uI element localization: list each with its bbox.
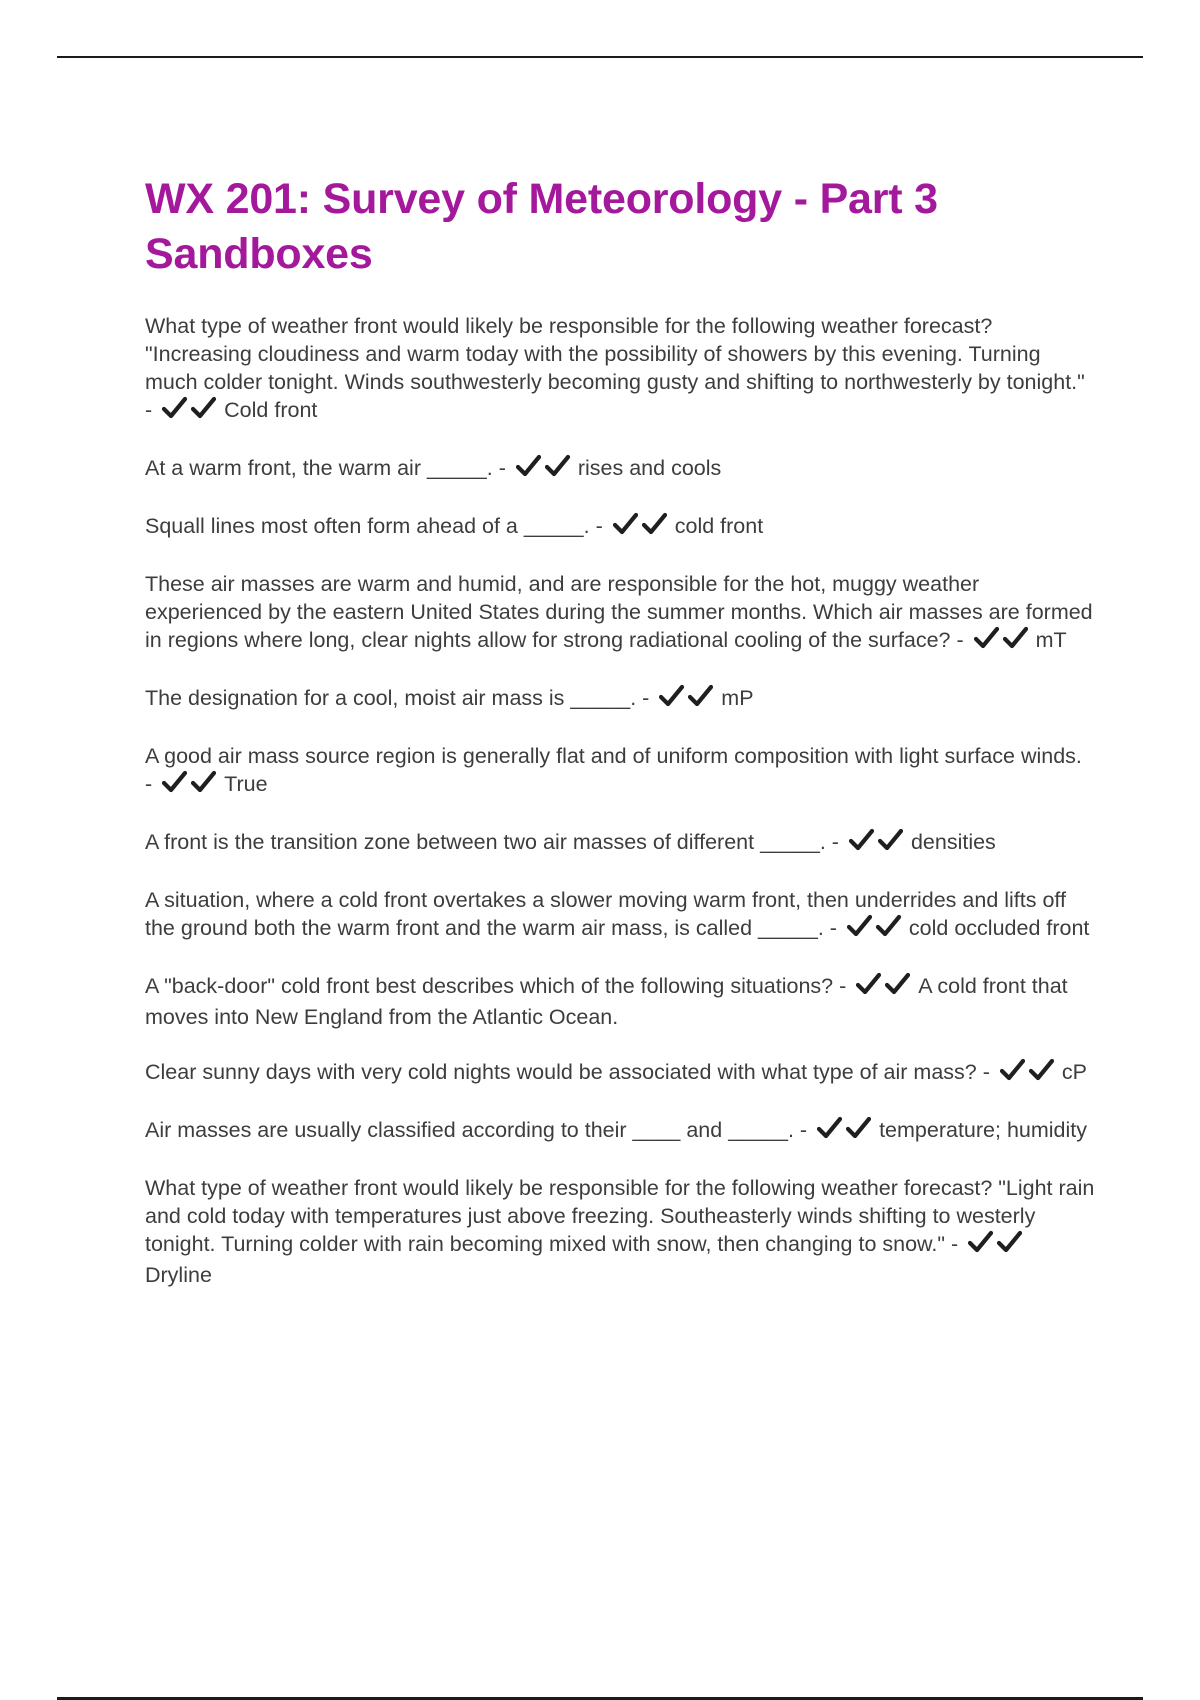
check-icon	[613, 512, 638, 536]
check-icon	[885, 972, 910, 996]
qa-item	[145, 684, 1095, 715]
top-rule	[57, 56, 1143, 58]
answer-marker	[849, 828, 907, 859]
qa-item	[145, 570, 1095, 657]
answer-text: A cold front that moves into New England from the Atlantic Ocean.	[145, 974, 1068, 1029]
check-icon	[849, 828, 874, 852]
question-text: Air masses are usually classified according to their ____ and _____. -	[145, 1118, 808, 1142]
answer-text: cold occluded front	[908, 916, 1090, 940]
answer-text: mT	[1035, 628, 1067, 652]
answer-marker	[162, 396, 220, 427]
check-icon	[162, 770, 187, 794]
document-title: WX 201: Survey of Meteorology - Part 3 Sandboxes	[145, 175, 938, 278]
answer-marker	[974, 626, 1032, 657]
answer-marker	[659, 684, 717, 715]
check-icon	[545, 454, 570, 478]
question-text: A front is the transition zone between two air masses of different _____. -	[145, 830, 839, 854]
answer-text: rises and cools	[577, 456, 722, 480]
check-icon	[817, 1116, 842, 1140]
check-icon	[1000, 1058, 1025, 1082]
question-text: Clear sunny days with very cold nights would be associated with what type of air mass? -	[145, 1060, 990, 1084]
qa-item	[145, 972, 1095, 1031]
check-icon	[876, 914, 901, 938]
check-icon	[997, 1230, 1022, 1254]
answer-marker	[1000, 1058, 1058, 1089]
qa-item	[145, 828, 1095, 859]
qa-item	[145, 1116, 1095, 1147]
answer-text: temperature; humidity	[879, 1118, 1088, 1142]
answer-text: True	[224, 772, 268, 796]
qa-item	[145, 742, 1095, 801]
answer-marker	[613, 512, 671, 543]
check-icon	[642, 512, 667, 536]
check-icon	[1003, 626, 1028, 650]
question-text: These air masses are warm and humid, and are responsible for the hot, muggy weather experienced by the eastern United States during the summer months. Which air masses are formed in regions where long, clear nights allow for strong radiational cooling of the surface? -	[145, 572, 1093, 652]
question-text: A good air mass source region is generally flat and of uniform composition with light surface winds. -	[145, 744, 1082, 796]
check-icon	[974, 626, 999, 650]
check-icon	[847, 914, 872, 938]
check-icon	[191, 396, 216, 420]
check-icon	[659, 684, 684, 708]
qa-item	[145, 1058, 1095, 1089]
answer-marker	[817, 1116, 875, 1147]
qa-item	[145, 1174, 1095, 1289]
qa-list	[145, 312, 1095, 1289]
check-icon	[846, 1116, 871, 1140]
check-icon	[162, 396, 187, 420]
answer-marker	[968, 1230, 1026, 1261]
document-body	[145, 172, 1095, 1316]
qa-item	[145, 512, 1095, 543]
question-text: A "back-door" cold front best describes which of the following situations? -	[145, 974, 847, 998]
question-text: The designation for a cool, moist air mass is _____. -	[145, 686, 650, 710]
answer-text: cold front	[674, 514, 764, 538]
check-icon	[968, 1230, 993, 1254]
answer-marker	[847, 914, 905, 945]
answer-text: densities	[910, 830, 996, 854]
answer-text: mP	[721, 686, 754, 710]
question-text: At a warm front, the warm air _____. -	[145, 456, 506, 480]
check-icon	[1029, 1058, 1054, 1082]
check-icon	[516, 454, 541, 478]
check-icon	[856, 972, 881, 996]
check-icon	[191, 770, 216, 794]
answer-text: cP	[1061, 1060, 1087, 1084]
question-text: Squall lines most often form ahead of a _____. -	[145, 514, 603, 538]
answer-marker	[856, 972, 914, 1003]
answer-text: Cold front	[224, 398, 318, 422]
qa-item	[145, 886, 1095, 945]
answer-marker	[162, 770, 220, 801]
check-icon	[688, 684, 713, 708]
question-text: A situation, where a cold front overtakes a slower moving warm front, then underrides and lifts off the ground both the warm front and the warm air mass, is called _____. -	[145, 888, 1066, 940]
question-text: What type of weather front would likely be responsible for the following weather forecast? "Light rain and cold today with temperatures just above freezing. Southeasterly winds shifting to westerly tonight. Turning colder with rain becoming mixed with snow, then changing to snow." -	[145, 1176, 1095, 1256]
check-icon	[878, 828, 903, 852]
answer-text: Dryline	[145, 1263, 212, 1287]
qa-item	[145, 312, 1095, 427]
qa-item	[145, 454, 1095, 485]
question-text: What type of weather front would likely be responsible for the following weather forecast? "Increasing cloudiness and warm today with the possibility of showers by this evening. Turning much colder tonight. Winds southwesterly becoming gusty and shifting to northwesterly by tonight." -	[145, 314, 1085, 422]
answer-marker	[516, 454, 574, 485]
